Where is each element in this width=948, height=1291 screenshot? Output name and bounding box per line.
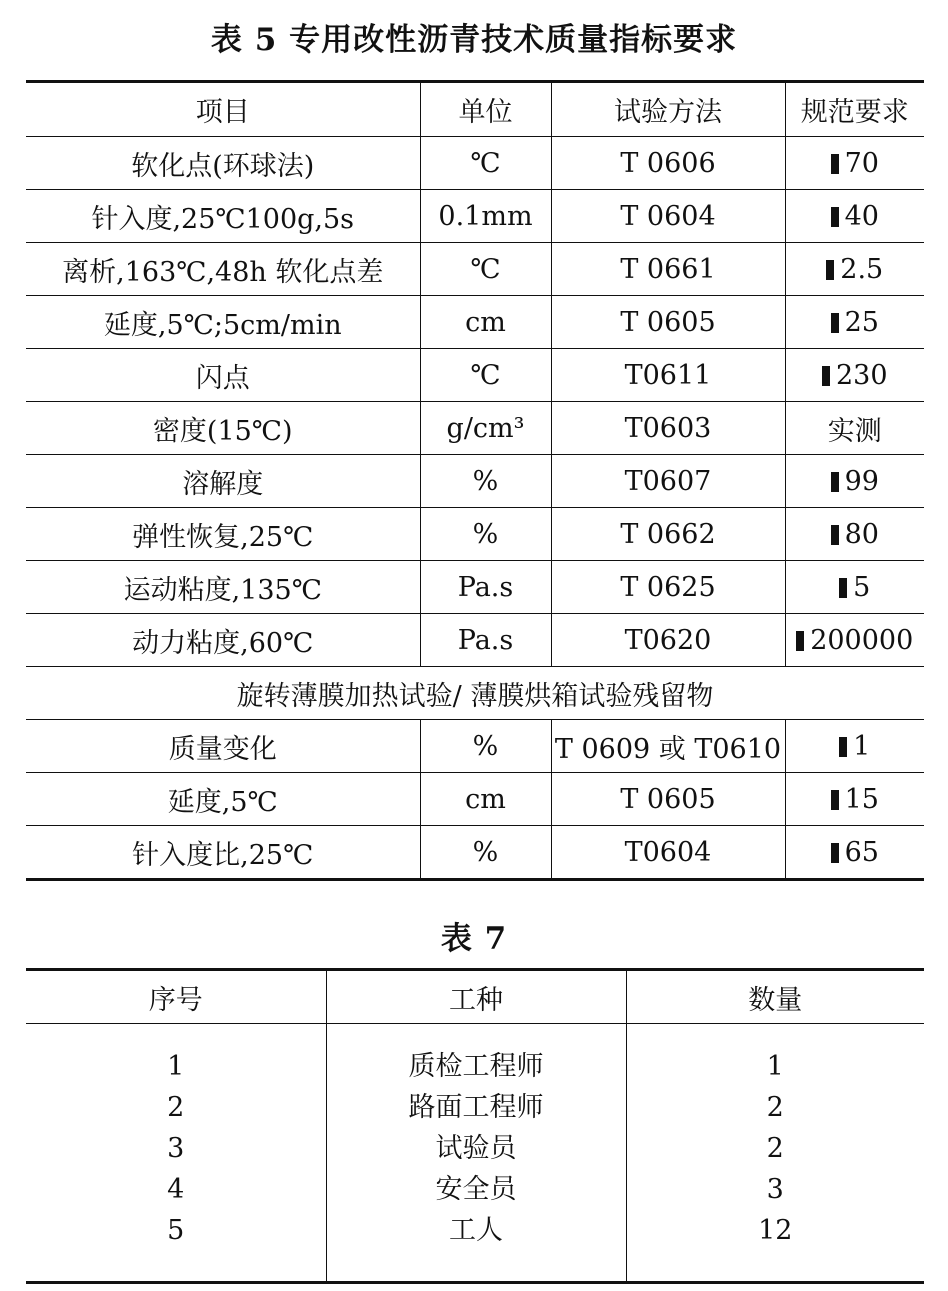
spacer-cell [626,1024,924,1047]
unit-cell-text: % [472,730,499,762]
unit-cell [420,773,551,826]
unit-cell-text: ℃ [470,253,501,285]
spacer-cell [26,1251,326,1283]
table7-body [26,1024,924,1283]
requirement-cell-text: 80 [844,518,879,550]
method-cell [551,349,785,402]
unit-cell-text: g/cm³ [446,412,525,444]
header-job-type: 工种 [326,970,626,1024]
unit-cell-text: % [472,836,499,868]
unit-cell [420,402,551,455]
table-row [26,826,924,880]
bullet-mark-icon [831,154,839,174]
unit-cell-text: cm [465,783,506,815]
item-cell-text: 运动粘度,135℃ [123,574,322,606]
method-cell-text: T 0662 [620,518,716,550]
requirement-cell-text: 65 [844,836,879,868]
bullet-mark-icon [831,525,839,545]
item-cell [26,614,420,667]
requirement-cell [785,296,924,349]
table-row [26,190,924,243]
table-row [26,296,924,349]
spacer-cell [326,1024,626,1047]
item-cell [26,455,420,508]
unit-cell-text: % [472,465,499,497]
requirement-cell [785,243,924,296]
method-cell-text: T0603 [624,412,712,444]
method-cell [551,455,785,508]
header-requirement: 规范要求 [785,82,924,137]
bullet-mark-icon [839,737,847,757]
item-cell [26,243,420,296]
bullet-mark-icon [831,472,839,492]
serial-cell: 5 [167,1215,185,1246]
item-cell [26,402,420,455]
bullet-mark-icon [831,207,839,227]
method-cell-text: T 0606 [620,147,716,179]
requirement-cell-text: 230 [835,359,888,391]
requirement-cell [785,402,924,455]
unit-cell [420,349,551,402]
unit-cell [420,720,551,773]
quantity-cell: 2 [626,1087,924,1128]
header-serial: 序号 [26,970,326,1024]
item-cell [26,773,420,826]
item-cell-text: 针入度比,25℃ [132,839,314,871]
requirement-cell [785,561,924,614]
requirement-cell [785,190,924,243]
item-cell [26,190,420,243]
spacer-cell [326,1251,626,1283]
unit-cell [420,826,551,880]
requirement-cell [785,720,924,773]
unit-cell [420,296,551,349]
bullet-mark-icon [822,366,830,386]
bullet-mark-icon [831,313,839,333]
serial-cell: 3 [167,1133,185,1164]
requirement-cell-text: 70 [844,147,879,179]
bullet-mark-icon [826,260,834,280]
table-row [26,455,924,508]
table-row [26,402,924,455]
method-cell [551,243,785,296]
method-cell [551,773,785,826]
serial-cell: 1 [167,1051,185,1082]
item-cell-text: 质量变化 [168,733,277,765]
table-row [26,1169,924,1210]
serial-cell: 2 [167,1092,185,1123]
table7-title: 表 7 [440,921,508,957]
job-type-cell: 路面工程师 [326,1087,626,1128]
item-cell-text: 溶解度 [182,468,264,500]
method-cell-text: T0604 [624,836,712,868]
requirement-cell [785,773,924,826]
unit-cell-text: 0.1mm [438,200,533,232]
method-cell [551,508,785,561]
table5-body [26,137,924,667]
requirement-cell [785,826,924,880]
method-cell-text: T 0609 或 T0610 [554,733,782,765]
method-cell-text: T 0605 [620,783,716,815]
item-cell-text: 动力粘度,60℃ [132,627,314,659]
method-cell-text: T0607 [624,465,712,497]
item-cell-text: 离析,163℃,48h 软化点差 [62,256,384,288]
item-cell-text: 弹性恢复,25℃ [132,521,314,553]
table-row [26,243,924,296]
method-cell-text: T0611 [624,359,712,391]
table7 [26,968,924,1284]
table-row [26,508,924,561]
unit-cell [420,455,551,508]
quantity-cell: 12 [626,1210,924,1251]
method-cell [551,296,785,349]
method-cell-text: T 0661 [620,253,716,285]
requirement-cell-text: 15 [844,783,879,815]
unit-cell [420,243,551,296]
header-unit: 单位 [420,82,551,137]
item-cell [26,561,420,614]
unit-cell-text: Pa.s [457,571,514,603]
table5-title: 表 5 专用改性沥青技术质量指标要求 [210,22,738,58]
method-cell-text: T0620 [624,624,712,656]
unit-cell [420,190,551,243]
unit-cell-text: ℃ [470,359,501,391]
quantity-cell: 1 [626,1046,924,1087]
method-cell [551,137,785,190]
unit-cell [420,614,551,667]
table5-section-row [26,667,924,720]
job-type-cell: 试验员 [326,1128,626,1169]
table7-header-row [26,970,924,1024]
requirement-cell [785,614,924,667]
requirement-cell [785,349,924,402]
spacer-row [26,1251,924,1283]
requirement-cell-text: 1 [853,730,871,762]
item-cell-text: 延度,5℃;5cm/min [103,309,342,341]
requirement-cell-text: 99 [844,465,879,497]
unit-cell-text: Pa.s [457,624,514,656]
method-cell-text: T 0604 [620,200,716,232]
requirement-cell-text: 2.5 [840,253,884,285]
item-cell [26,137,420,190]
requirement-cell-text: 实测 [827,415,882,447]
table5-header-row [26,82,924,137]
table-row [26,349,924,402]
item-cell-text: 针入度,25℃100g,5s [91,203,355,235]
bullet-mark-icon [839,578,847,598]
table-row [26,614,924,667]
unit-cell-text: % [472,518,499,550]
item-cell-text: 延度,5℃ [167,786,278,818]
requirement-cell-text: 5 [853,571,871,603]
unit-cell-text: cm [465,306,506,338]
requirement-cell [785,508,924,561]
serial-cell: 4 [167,1174,185,1205]
spacer-cell [26,1024,326,1047]
bullet-mark-icon [831,843,839,863]
method-cell [551,190,785,243]
table-row [26,1046,924,1087]
item-cell-text: 闪点 [195,362,250,394]
method-cell [551,402,785,455]
unit-cell [420,508,551,561]
requirement-cell-text: 25 [844,306,879,338]
job-type-cell: 安全员 [326,1169,626,1210]
quantity-cell: 2 [626,1128,924,1169]
header-test-method: 试验方法 [551,82,785,137]
header-item: 项目 [195,97,250,128]
method-cell-text: T 0625 [620,571,716,603]
item-cell-text: 密度(15℃) [152,415,293,447]
table5-residue-body [26,720,924,880]
requirement-cell [785,137,924,190]
item-cell [26,508,420,561]
table5 [26,80,924,881]
header-quantity: 数量 [626,970,924,1024]
item-cell-text: 软化点(环球法) [131,150,315,182]
table-row [26,1210,924,1251]
item-cell [26,826,420,880]
method-cell-text: T 0605 [620,306,716,338]
requirement-cell-text: 40 [844,200,879,232]
bullet-mark-icon [796,631,804,651]
method-cell [551,614,785,667]
unit-cell [420,561,551,614]
table-row [26,137,924,190]
table-row [26,773,924,826]
table-row [26,561,924,614]
quantity-cell: 3 [626,1169,924,1210]
method-cell [551,720,785,773]
bullet-mark-icon [831,790,839,810]
unit-cell-text: ℃ [470,147,501,179]
job-type-cell: 质检工程师 [326,1046,626,1087]
table-row [26,720,924,773]
item-cell [26,296,420,349]
table-row [26,1128,924,1169]
item-cell [26,349,420,402]
item-cell [26,720,420,773]
unit-cell [420,137,551,190]
requirement-cell-text: 200000 [810,624,914,656]
section-label: 旋转薄膜加热试验/ 薄膜烘箱试验残留物 [26,667,924,720]
table-row [26,1087,924,1128]
spacer-row [26,1024,924,1047]
job-type-cell: 工人 [326,1210,626,1251]
method-cell [551,826,785,880]
method-cell [551,561,785,614]
requirement-cell [785,455,924,508]
spacer-cell [626,1251,924,1283]
